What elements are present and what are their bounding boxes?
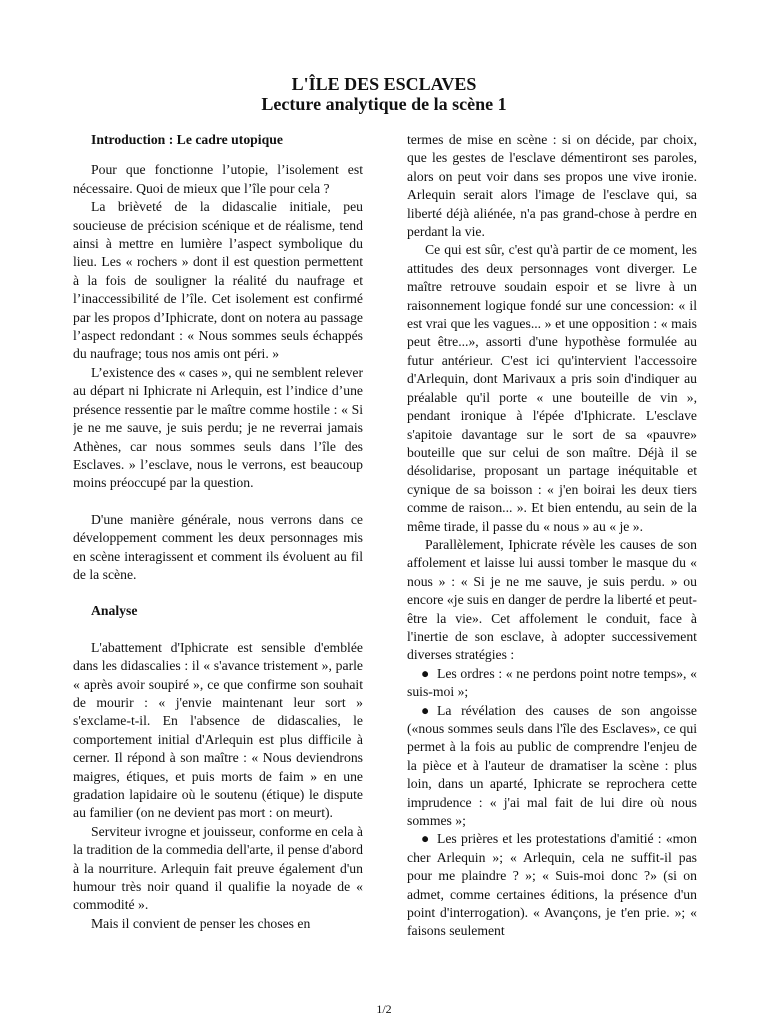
paragraph: termes de mise en scène : si on décide, par choix, que les gestes de l'esclave démentiront ses paroles, alors on peut voir dans ses propos une vive ironie. Arlequin serait alors l'image de l'esclave qui, sa liberté déjà aliénée, n'a pas grand-chose à perdre en perdant la vie. [407, 132, 697, 240]
paragraph: L’existence des « cases », qui ne semblent relever au départ ni Iphicrate ni Arlequin, est l’indice d’une présence ressentie par le maître comme hostile : « Si je ne me sauve, je suis perdu; je ne reverrai jamais Athènes, car nous sommes seuls dans l’île des Esclaves. » l’esclave, nous le verrons, est beaucoup moins préoccupé par la question. [73, 364, 363, 491]
spacer [73, 493, 363, 511]
paragraph: L'abattement d'Iphicrate est sensible d'emblée dans les didascalies : il « s'avance tristement », parle « après avoir soupiré », ce que confirme son souhait de mourir : « j'envie maintenant leur sort » s'exclame-t-il. En l'absence de didascalies, le comportement initial d'Arlequin est plus difficile à cerner. Il répond à son maître : « Nous deviendrons maigres, étiques, et puis morts de faim » en une gradation lapidaire où le soutenu (étique) le dispute au familier (on ne devient pas mort : on meurt). [73, 639, 363, 821]
page-number: 1/2 [376, 1002, 392, 1016]
bullet-icon: ● [421, 665, 430, 681]
paragraph: Ce qui est sûr, c'est qu'à partir de ce moment, les attitudes des deux personnages vont diverger. Le maître retrouve soudain espoir et se livre à un raisonnement logique fondé sur une concession: « il est vrai que les vagues... » et une opposition : « mais peut être...», assorti d'une hypothèse formulée au futur antérieur. C'est ici qu'intervient l'accessoire d'Arlequin, dont Marivaux a pris soin d'indiquer au préalable qu'il porte « une bouteille de vin », pendant ironique à l'épée d'Iphicrate. L'esclave s'apitoie davantage sur le sort de sa «pauvre» bouteille que sur celui de son maître. Déjà il se désolidarise, proposant un partage inéquitable et cynique de sa boisson : « j'en boirai les deux tiers comme de raison... ». Et bien entendu, au sein de la même tirade, il passe du « nous » au « je ». [407, 242, 697, 534]
paragraph: Mais il convient de penser les choses en [91, 915, 311, 931]
paragraph: Serviteur ivrogne et jouisseur, conforme en cela à la tradition de la commedia dell'arte, il pense d'abord à la nourriture. Arlequin fait preuve également d'un humour très noir quand il qualifie la noyade de « commodité ». [73, 823, 363, 913]
document-subtitle: Lecture analytique de la scène 1 [261, 94, 507, 114]
bullet-item [407, 665, 697, 702]
paragraph: D'une manière générale, nous verrons dans ce développement comment les deux personnages mis en scène interagissent et comment ils évoluent au fil de la scène. [73, 511, 363, 582]
spacer [73, 584, 363, 602]
document-title-block [0, 74, 768, 114]
bullet-item [407, 830, 697, 940]
bullet-text: Les ordres : « ne perdons point notre temps», « suis-moi »; [407, 665, 697, 700]
spacer [73, 149, 363, 161]
intro-heading: Introduction : Le cadre utopique [91, 132, 283, 147]
bullet-text: Les prières et les protestations d'amitié : «mon cher Arlequin »; « Arlequin, cela ne suffit-il pas pour me plaindre ? »; « Suis-moi donc ?» (si on admet, comme certaines éditions, la présence d'un point d'interrogation). « Avançons, je t'en prie. »; « faisons seulement [407, 831, 697, 939]
document-title: L'ÎLE DES ESCLAVES [291, 74, 477, 94]
paragraph: La brièveté de la didascalie initiale, peu soucieuse de précision scénique et de réalisme, tend ainsi à mettre en lumière l’aspect symbolique du lieu. Les « rochers » dont il est question permettent à la fois de souligner la réalité du naufrage et l’inaccessibilité de l’île. Cet isolement est confirmé par les propos d’Iphicrate, dont on notera au passage l’aspect redondant : « Nous sommes seuls échappés du naufrage; tous nos amis ont péri. » [73, 199, 363, 362]
bullet-icon: ● [421, 702, 430, 718]
two-column-body [73, 131, 697, 989]
left-column [73, 131, 363, 989]
analyse-heading: Analyse [91, 603, 138, 619]
bullet-icon: ● [421, 831, 430, 847]
paragraph: Pour que fonctionne l’utopie, l’isolement est nécessaire. Quoi de mieux que l’île pour cela ? [73, 162, 363, 196]
spacer [73, 621, 363, 639]
bullet-text: La révélation des causes de son angoisse («nous sommes seuls dans l'île des Esclaves», ce qui permet à la fois au public de comprendre l'enjeu de la pièce et à l'auteur de dramatiser la scène : plus loin, dans un aparté, Iphicrate se reprochera cette imprudence : « j'ai mal fait de lui dire où nous sommes »; [407, 702, 697, 829]
bullet-item [407, 702, 697, 831]
right-column [407, 131, 697, 989]
paragraph: Parallèlement, Iphicrate révèle les causes de son affolement et laisse lui aussi tomber le masque du « nous » : « Si je ne me sauve, je suis perdu. » ou encore «je suis en danger de perdre la liberté et peut-être la vie». Cet affolement le conduit, face à l'inertie de son esclave, à adopter successivement diverses stratégies : [407, 536, 697, 663]
